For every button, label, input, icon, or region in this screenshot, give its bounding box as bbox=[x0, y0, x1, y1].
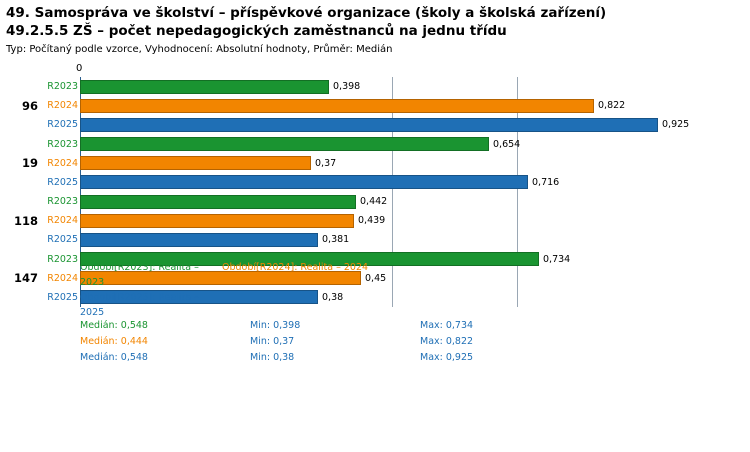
stats-max-r2024: Max: 0,822 bbox=[420, 336, 474, 347]
bar[interactable] bbox=[80, 195, 356, 209]
legend-row-1 bbox=[0, 260, 750, 290]
stats-max-r2025: Max: 0,925 bbox=[420, 352, 474, 363]
bar-value-label: 0,442 bbox=[360, 196, 388, 208]
stats-row-r2023 bbox=[0, 318, 750, 334]
bar[interactable] bbox=[80, 137, 489, 151]
bar-row bbox=[47, 211, 705, 230]
bar-series-label: R2024 bbox=[47, 272, 78, 284]
legend-item-r2023: Období[R2023]: Realita – 2023 bbox=[80, 262, 199, 288]
group-label: 96 bbox=[21, 98, 38, 113]
bar[interactable] bbox=[80, 175, 528, 189]
bar-row bbox=[47, 154, 705, 173]
bar-value-label: 0,38 bbox=[322, 291, 344, 303]
stats-row-r2024 bbox=[0, 334, 750, 350]
bar-value-label: 0,734 bbox=[543, 253, 571, 265]
bar-group bbox=[21, 77, 705, 135]
bar-series-label: R2025 bbox=[47, 119, 78, 131]
bar-value-label: 0,822 bbox=[598, 100, 626, 112]
header-block bbox=[0, 0, 750, 57]
bar[interactable] bbox=[80, 156, 311, 170]
bar-row bbox=[47, 173, 705, 192]
bar-value-label: 0,37 bbox=[315, 157, 337, 169]
bar-row bbox=[47, 115, 705, 134]
bar-series-label: R2025 bbox=[47, 176, 78, 188]
group-label: 19 bbox=[21, 156, 38, 171]
group-label: 147 bbox=[13, 271, 38, 286]
legend-item-r2025: Období[R2025]: Realita – 2025 bbox=[80, 292, 199, 318]
bar[interactable] bbox=[80, 80, 329, 94]
bar-row bbox=[47, 192, 705, 211]
stats-min-r2025: Min: 0,38 bbox=[250, 352, 295, 363]
bar-value-label: 0,45 bbox=[365, 272, 387, 284]
stats-median-r2024: Medián: 0,444 bbox=[80, 336, 148, 347]
bar-series-label: R2024 bbox=[47, 100, 78, 112]
bar-series-label: R2024 bbox=[47, 215, 78, 227]
axis-zero-label: 0 bbox=[76, 63, 83, 74]
legend bbox=[0, 260, 750, 320]
legend-spacer bbox=[382, 260, 542, 290]
bar-row bbox=[47, 96, 705, 115]
legend-row-2 bbox=[0, 290, 750, 320]
bar-value-label: 0,716 bbox=[532, 176, 560, 188]
bar-group bbox=[21, 135, 705, 193]
stats-row-r2025 bbox=[0, 350, 750, 366]
stats-min-r2024: Min: 0,37 bbox=[250, 336, 295, 347]
bar-series-label: R2024 bbox=[47, 157, 78, 169]
bar[interactable] bbox=[80, 99, 594, 113]
page-title-line-2: 49.2.5.5 ZŠ – počet nepedagogických zaměstnanců na jednu třídu bbox=[6, 23, 507, 39]
bar-series-label: R2023 bbox=[47, 253, 78, 265]
bar-value-label: 0,925 bbox=[662, 119, 690, 131]
stats-block bbox=[0, 318, 750, 366]
bar-value-label: 0,398 bbox=[333, 81, 361, 93]
page-subtitle: Typ: Počítaný podle vzorce, Vyhodnocení: Absolutní hodnoty, Průměr: Medián bbox=[6, 44, 393, 55]
stats-median-r2023: Medián: 0,548 bbox=[80, 320, 148, 331]
page-title-line-1: 49. Samospráva ve školství – příspěvkové organizace (školy a školská zařízení) bbox=[6, 5, 607, 21]
bar-series-label: R2023 bbox=[47, 196, 78, 208]
bar-row bbox=[47, 77, 705, 96]
legend-item-r2024: Období[R2024]: Realita – 2024 bbox=[222, 262, 369, 273]
bar-series-label: R2025 bbox=[47, 234, 78, 246]
stats-min-r2023: Min: 0,398 bbox=[250, 320, 301, 331]
group-label: 118 bbox=[13, 213, 38, 228]
bar-value-label: 0,654 bbox=[493, 138, 521, 150]
bar-row bbox=[47, 135, 705, 154]
bar-series-label: R2023 bbox=[47, 138, 78, 150]
stats-max-r2023: Max: 0,734 bbox=[420, 320, 474, 331]
bar[interactable] bbox=[80, 233, 318, 247]
bar-value-label: 0,381 bbox=[322, 234, 350, 246]
bar-series-label: R2025 bbox=[47, 291, 78, 303]
bar-group bbox=[13, 192, 705, 250]
bar[interactable] bbox=[80, 118, 658, 132]
bar-row bbox=[47, 230, 705, 249]
bar-value-label: 0,439 bbox=[358, 215, 386, 227]
stats-median-r2025: Medián: 0,548 bbox=[80, 352, 148, 363]
bar-series-label: R2023 bbox=[47, 81, 78, 93]
bar[interactable] bbox=[80, 214, 354, 228]
